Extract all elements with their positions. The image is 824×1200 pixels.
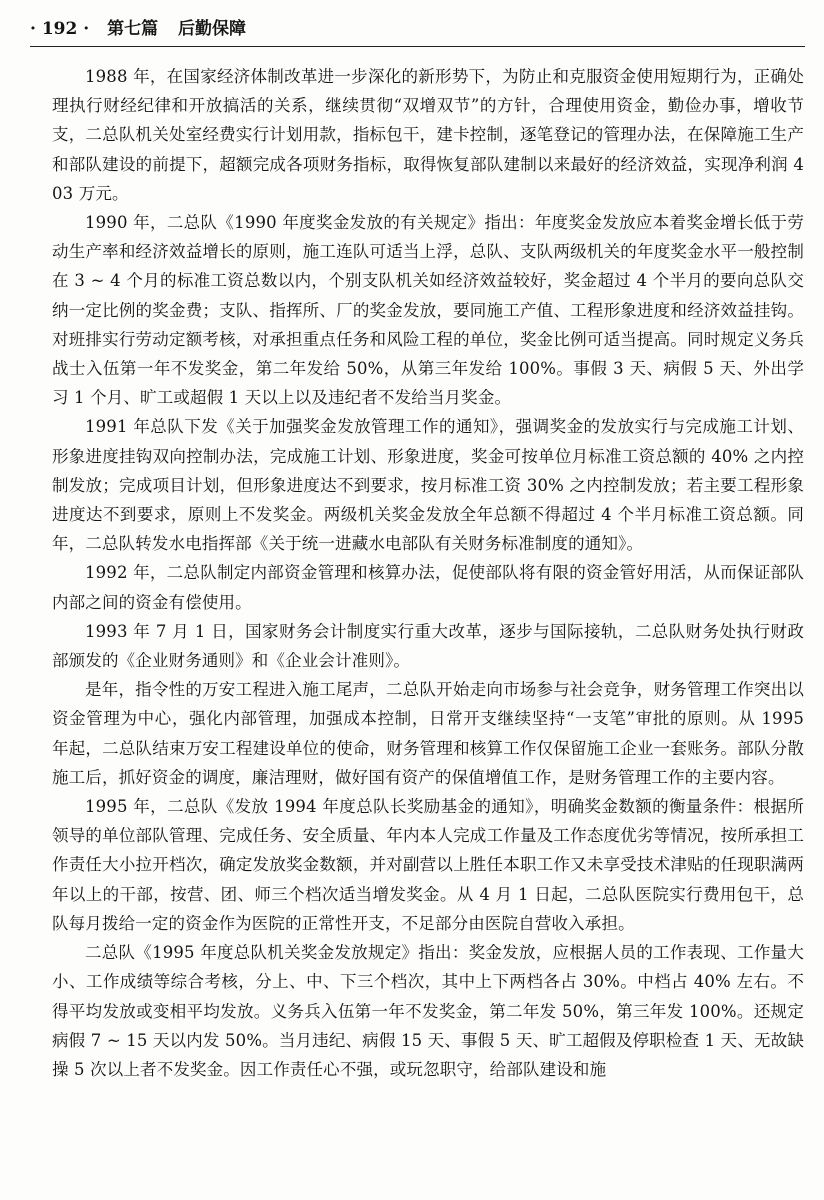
paragraph-1991: 1991 年总队下发《关于加强奖金发放管理工作的通知》，强调奖金的发放实行与完成施工计划、形象进度挂钩双向控制办法，完成施工计划、形象进度，奖金可按单位月标准工资总额的 40% 之内控制发放；完成项目计划，但形象进度达不到要求，按月标准工资 30% 之内控制发放；若主要工程形象进度达不到要求，原则上不发奖金。两级机关奖金发放全年总额不得超过 4 个半月标准工资总额。同年，二总队转发水电指挥部《关于统一进藏水电部队有关财务标准制度的通知》。 (52, 417, 804, 554)
running-head (30, 14, 805, 44)
section-title: 后勤保障 (178, 19, 247, 39)
paragraph-1993: 1993 年 7 月 1 日，国家财务会计制度实行重大改革，逐步与国际接轨，二总队财务处执行财政部颁发的《企业财务通则》和《企业会计准则》。 (52, 621, 804, 671)
paragraph-1995: 1995 年，二总队《发放 1994 年度总队长奖励基金的通知》，明确奖金数额的衡量条件：根据所领导的单位部队管理、完成任务、安全质量、年内本人完成工作量及工作态度优劣等情况，按所承担工作责任大小拉开档次，确定发放奖金数额，并对副营以上胜任本职工作又未享受技术津贴的任现职满两年以上的干部，按营、团、师三个档次适当增发奖金。从 4 月 1 日起，二总队医院实行费用包干，总队每月拨给一定的资金作为医院的正常性开支，不足部分由医院自营收入承担。 (52, 797, 804, 933)
paragraph-1990: 1990 年，二总队《1990 年度奖金发放的有关规定》指出：年度奖金发放应本着奖金增长低于劳动生产率和经济效益增长的原则，施工连队可适当上浮，总队、支队两级机关的年度奖金水平一般控制在 3 ~ 4 个月的标准工资总数以内，个别支队机关如经济效益较好，奖金超过 4 个半月的要向总队交纳一定比例的奖金费；支队、指挥所、厂的奖金发放，要同施工产值、工程形象进度和经济效益挂钩。对班排实行劳动定额考核，对承担重点任务和风险工程的单位，奖金比例可适当提高。同时规定义务兵战士入伍第一年不发奖金，第二年发给 50%，从第三年发给 100%。事假 3 天、病假 5 天、外出学习 1 个月、旷工或超假 1 天以上以及违纪者不发给当月奖金。 (52, 213, 804, 408)
part-title: 第七篇 (107, 19, 159, 39)
paragraph-same-year: 是年，指令性的万安工程进入施工尾声，二总队开始走向市场参与社会竞争，财务管理工作突出以资金管理为中心，强化内部管理，加强成本控制，日常开支继续坚持“一支笔”审批的原则。从 1995 年起，二总队结束万安工程建设单位的使命，财务管理和核算工作仅保留施工企业一套账务。部队分散施工后，抓好资金的调度，廉洁理财，做好国有资产的保值增值工作，是财务管理工作的主要内容。 (52, 680, 804, 787)
body-text (52, 62, 804, 1084)
paragraph-1988: 1988 年，在国家经济体制改革进一步深化的新形势下，为防止和克服资金使用短期行为，正确处理执行财经纪律和开放搞活的关系，继续贯彻“双增双节”的方针，合理使用资金，勤俭办事，增收节支，二总队机关处室经费实行计划用款，指标包干，建卡控制，逐笔登记的管理办法，在保障施工生产和部队建设的前提下，超额完成各项财务指标，取得恢复部队建制以来最好的经济效益，实现净利润 403 万元。 (52, 67, 804, 203)
paragraph-1992: 1992 年，二总队制定内部资金管理和核算办法，促使部队将有限的资金管好用活，从而保证部队内部之间的资金有偿使用。 (52, 563, 804, 612)
header-rule (30, 46, 805, 47)
paragraph-1995-rules: 二总队《1995 年度总队机关奖金发放规定》指出：奖金发放，应根据人员的工作表现、工作量大小、工作成绩等综合考核，分上、中、下三个档次，其中上下两档各占 30%。中档占 40% 左右。不得平均发放或变相平均发放。义务兵入伍第一年不发奖金，第二年发 50%，第三年发 100%。还规定病假 7 ~ 15 天以内发 50%。当月违纪、病假 15 天、事假 5 天、旷工超假及停职检查 1 天、无故缺操 5 次以上者不发奖金。因工作责任心不强，或玩忽职守，给部队建设和施 (52, 943, 804, 1079)
page-number: · 192 · (30, 19, 90, 39)
